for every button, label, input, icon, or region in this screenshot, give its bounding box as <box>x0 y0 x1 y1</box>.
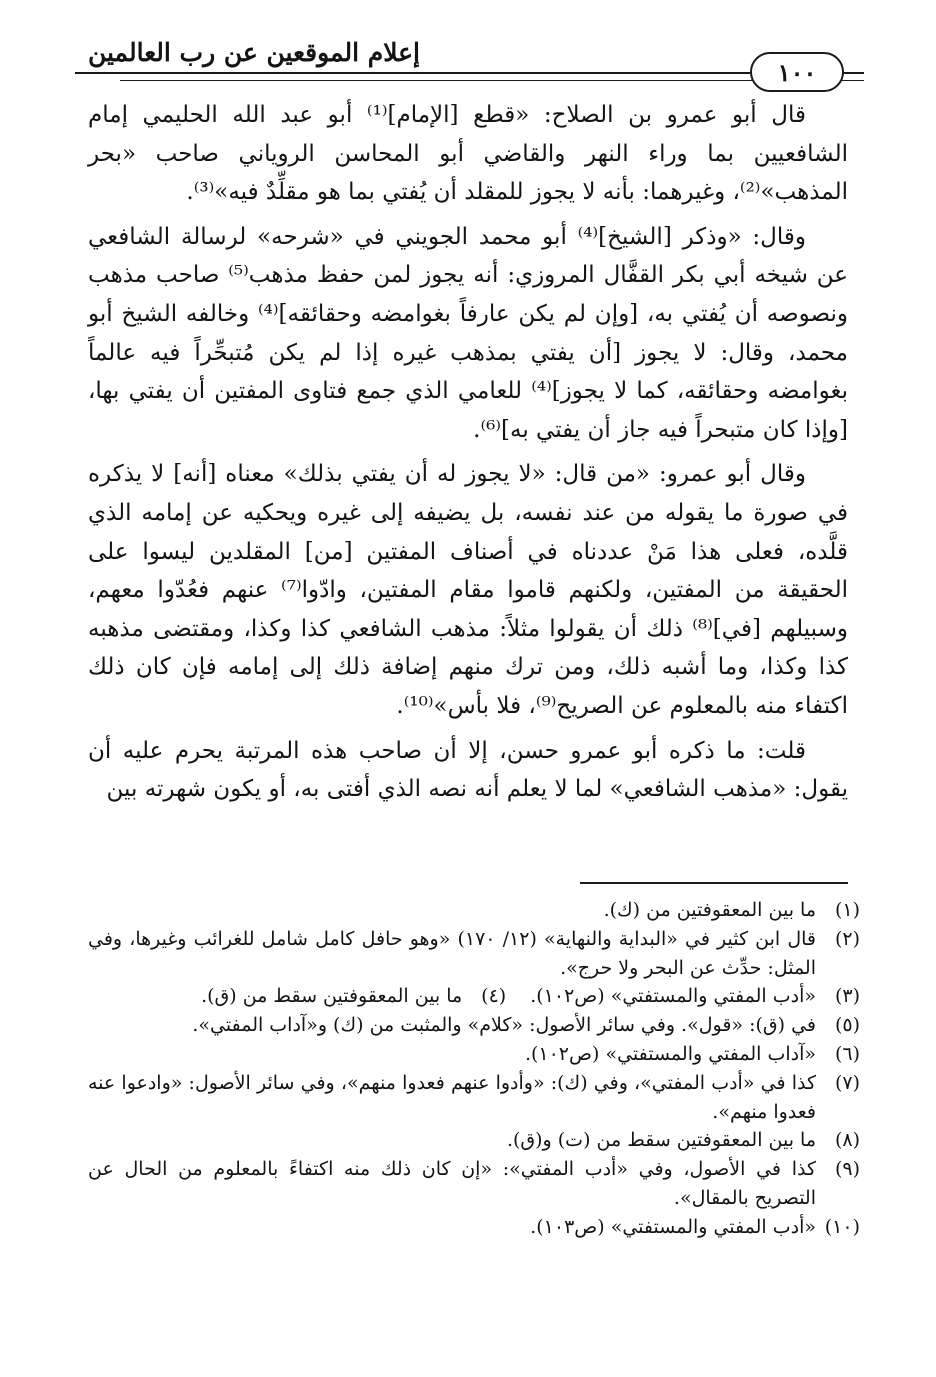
paragraph: وقال أبو عمرو: «من قال: «لا يجوز له أن يفتي بذلك» معناه [أنه] لا يذكره في صورة ما يقوله من عند نفسه، بل يضيفه إلى غيره ويحكيه عن إمامه الذي قلَّده، فعلى هذا مَنْ عددناه في أصناف المفتين [من] المقلدين ليسوا على الحقيقة من المفتين، ولكنهم قاموا مقام المفتين، وادّوا⁽⁷⁾ عنهم فعُدّوا معهم، وسبيلهم [في]⁽⁸⁾ ذلك أن يقولوا مثلاً: مذهب الشافعي كذا وكذا، ومقتضى مذهبه كذا وكذا، وما أشبه ذلك، ومن ترك منهم إضافة ذلك إلى إمامه فإن كان ذلك اكتفاء منه بالمعلوم عن الصريح⁽⁹⁾، فلا بأس»⁽¹⁰⁾. <box>88 461 848 719</box>
footnote-text: في (ق): «قول». وفي سائر الأصول: «كلام» والمثبت من (ك) و«آداب المفتي». <box>192 1014 816 1037</box>
footnote <box>88 1213 860 1242</box>
footnote <box>201 982 506 1011</box>
main-text <box>88 96 848 809</box>
footnote-number: (٦) <box>834 1042 860 1065</box>
footnote-text: قال ابن كثير في «البداية والنهاية» (١٢/ ١٧٠) «وهو حافل كامل شامل للغرائب وغيرها، وفي المثل: حدِّث عن البحر ولا حرج». <box>88 927 816 979</box>
footnote-row <box>88 982 860 1011</box>
footnote-number: (١٠) <box>824 1215 860 1238</box>
paragraph: قلت: ما ذكره أبو عمرو حسن، إلا أن صاحب هذه المرتبة يحرم عليه أن يقول: «مذهب الشافعي» لما لا يعلم أنه نصه الذي أفتى به، أو يكون شهرته بين <box>88 737 848 803</box>
footnote <box>88 1011 860 1040</box>
footnote <box>88 1126 860 1155</box>
footnote-number: (٨) <box>834 1129 860 1152</box>
page-number: ١٠٠ <box>750 52 844 92</box>
footnote <box>88 1069 860 1127</box>
footnote-text: ما بين المعقوفتين من (ك). <box>603 899 816 921</box>
footnote-number: (٥) <box>834 1014 860 1037</box>
footnote <box>88 1040 860 1069</box>
footnote-number: (٧) <box>834 1071 860 1094</box>
book-title: إعلام الموقعين عن رب العالمين <box>87 38 420 67</box>
footnote <box>530 982 860 1011</box>
footnote-text: ما بين المعقوفتين سقط من (ت) و(ق). <box>506 1129 816 1152</box>
footnote-number: (١) <box>834 899 860 921</box>
footnote-text: «أدب المفتي والمستفتي» (ص١٠٣). <box>530 1215 816 1238</box>
footnote <box>88 1155 860 1213</box>
footnote <box>88 925 860 983</box>
footnotes <box>88 896 860 1242</box>
footnote-number: (٣) <box>834 985 860 1008</box>
footnote-text: «آداب المفتي والمستفتي» (ص١٠٢). <box>524 1042 816 1065</box>
footnote-text: ما بين المعقوفتين سقط من (ق). <box>201 985 463 1008</box>
footnote-separator <box>580 882 848 884</box>
footnote-number: (٩) <box>834 1158 860 1181</box>
footnote-number: (٢) <box>834 927 860 950</box>
header-rule <box>75 72 864 74</box>
footnote-number: (٤) <box>481 985 507 1008</box>
footnote-text: كذا في «أدب المفتي»، وفي (ك): «وأدوا عنهم فعدوا منهم»، وفي سائر الأصول: «وادعوا عنه فعدوا منهم». <box>88 1071 816 1123</box>
paragraph: قال أبو عمرو بن الصلاح: «قطع [الإمام]⁽¹⁾ أبو عبد الله الحليمي إمام الشافعيين بما وراء النهر والقاضي أبو المحاسن الروياني صاحب «بحر المذهب»⁽²⁾، وغيرهما: بأنه لا يجوز للمقلد أن يُفتي بما هو مقلِّدٌ فيه»⁽³⁾. <box>88 102 848 206</box>
footnote <box>88 896 860 925</box>
paragraph: وقال: «وذكر [الشيخ]⁽⁴⁾ أبو محمد الجويني في «شرحه» لرسالة الشافعي عن شيخه أبي بكر القفَّال المروزي: أنه يجوز لمن حفظ مذهب⁽⁵⁾ صاحب مذهب ونصوصه أن يُفتي به، [وإن لم يكن عارفاً بغوامضه وحقائقه]⁽⁴⁾ وخالفه الشيخ أبو محمد، وقال: لا يجوز [أن يفتي بمذهب غيره إذا لم يكن مُتبحِّراً فيه عالماً بغوامضه وحقائقه، كما لا يجوز]⁽⁴⁾ للعامي الذي جمع فتاوى المفتين أن يفتي بها، [وإذا كان متبحراً فيه جاز أن يفتي به]⁽⁶⁾. <box>88 223 849 443</box>
footnote-text: كذا في الأصول، وفي «أدب المفتي»: «إن كان ذلك منه اكتفاءً بالمعلوم من الحال عن التصريح بالمقال». <box>88 1158 816 1209</box>
footnote-text: «أدب المفتي والمستفتي» (ص١٠٢). <box>530 985 816 1008</box>
